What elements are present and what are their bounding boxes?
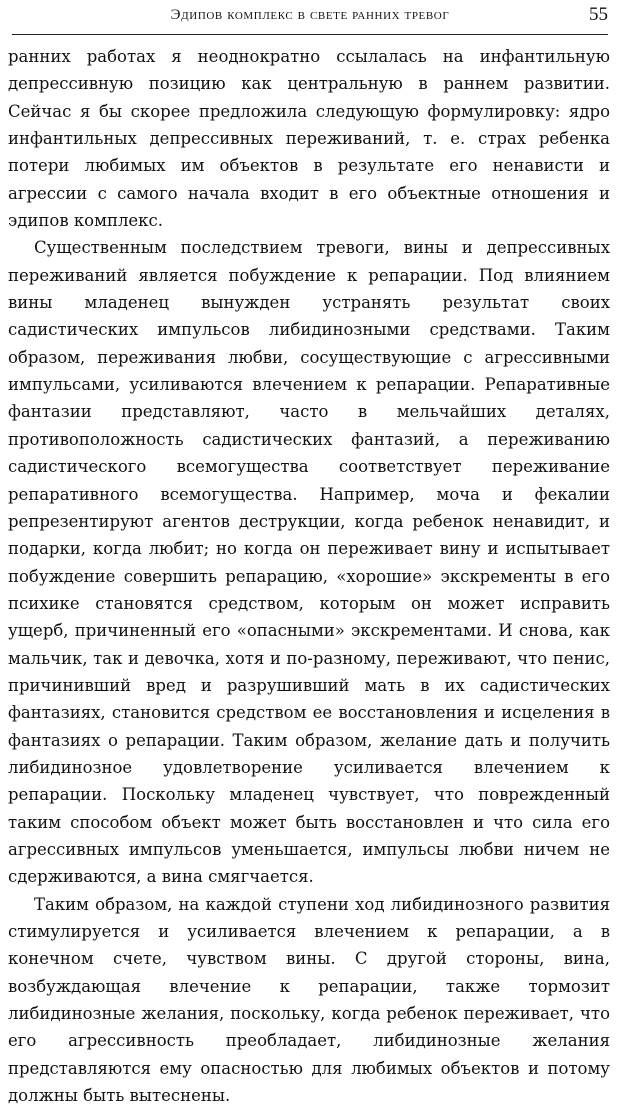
page-number: 55 bbox=[589, 4, 608, 25]
paragraph-continued: ранних работах я неоднократно ссылалась на инфантильную депрессивную позицию как центральную в раннем развитии. Сейчас я бы скорее предложила следующую формулировку: ядро инфантильных депрессивных переживаний, т. е. страх ребенка потери любимых им объектов в результате его ненависти и агрессии с самого начала входит в его объектные отношения и эдипов комплекс. bbox=[8, 47, 610, 231]
paragraph-libidinal-development: Таким образом, на каждой ступени ход либидинозного развития стимулируется и усиливается влечением к репарации, а в конечном счете, чувством вины. С другой стороны, вина, возбуждающая влечение к репарации, также тормозит либидинозные желания, поскольку, когда ребенок переживает, что его агрессивность преобладает, либидинозные желания представляются ему опасностью для любимых объектов и потому должны быть вытеснены. bbox=[8, 894, 610, 1106]
running-head: Эдипов комплекс в свете ранних тревог bbox=[170, 7, 450, 23]
body-text bbox=[8, 43, 610, 1109]
page-header bbox=[12, 0, 608, 35]
paragraph-reparation: Существенным последствием тревоги, вины и депрессивных переживаний является побуждение к репарации. Под влиянием вины младенец вынужден устранять результат своих садистических импульсов либидинозными средствами. Таким образом, переживания любви, сосуществующие с агрессивными импульсами, усиливаются влечением к репарации. Репаративные фантазии представляют, часто в мельчайших деталях, противоположность садистических фантазий, а переживанию садистического всемогущества соответствует переживание репаративного всемогущества. Например, моча и фекалии репрезентируют агентов деструкции, когда ребенок ненавидит, и подарки, когда любит; но когда он переживает вину и испытывает побуждение совершить репарацию, «хорошие» экскременты в его психике становятся средством, которым он может исправить ущерб, причиненный его «опасными» экскрементами. И снова, как мальчик, так и девочка, хотя и по-разному, переживают, что пенис, причинивший вред и разрушивший мать в их садистических фантазиях, становится средством ее восстановления и исцеления в фантазиях о репарации. Таким образом, желание дать и получить либидинозное удовлетворение усиливается влечением к репарации. Поскольку младенец чувствует, что поврежденный таким способом объект может быть восстановлен и что сила его агрессивных импульсов уменьшается, импульсы любви ничем не сдерживаются, а вина смягчается. bbox=[8, 238, 610, 887]
